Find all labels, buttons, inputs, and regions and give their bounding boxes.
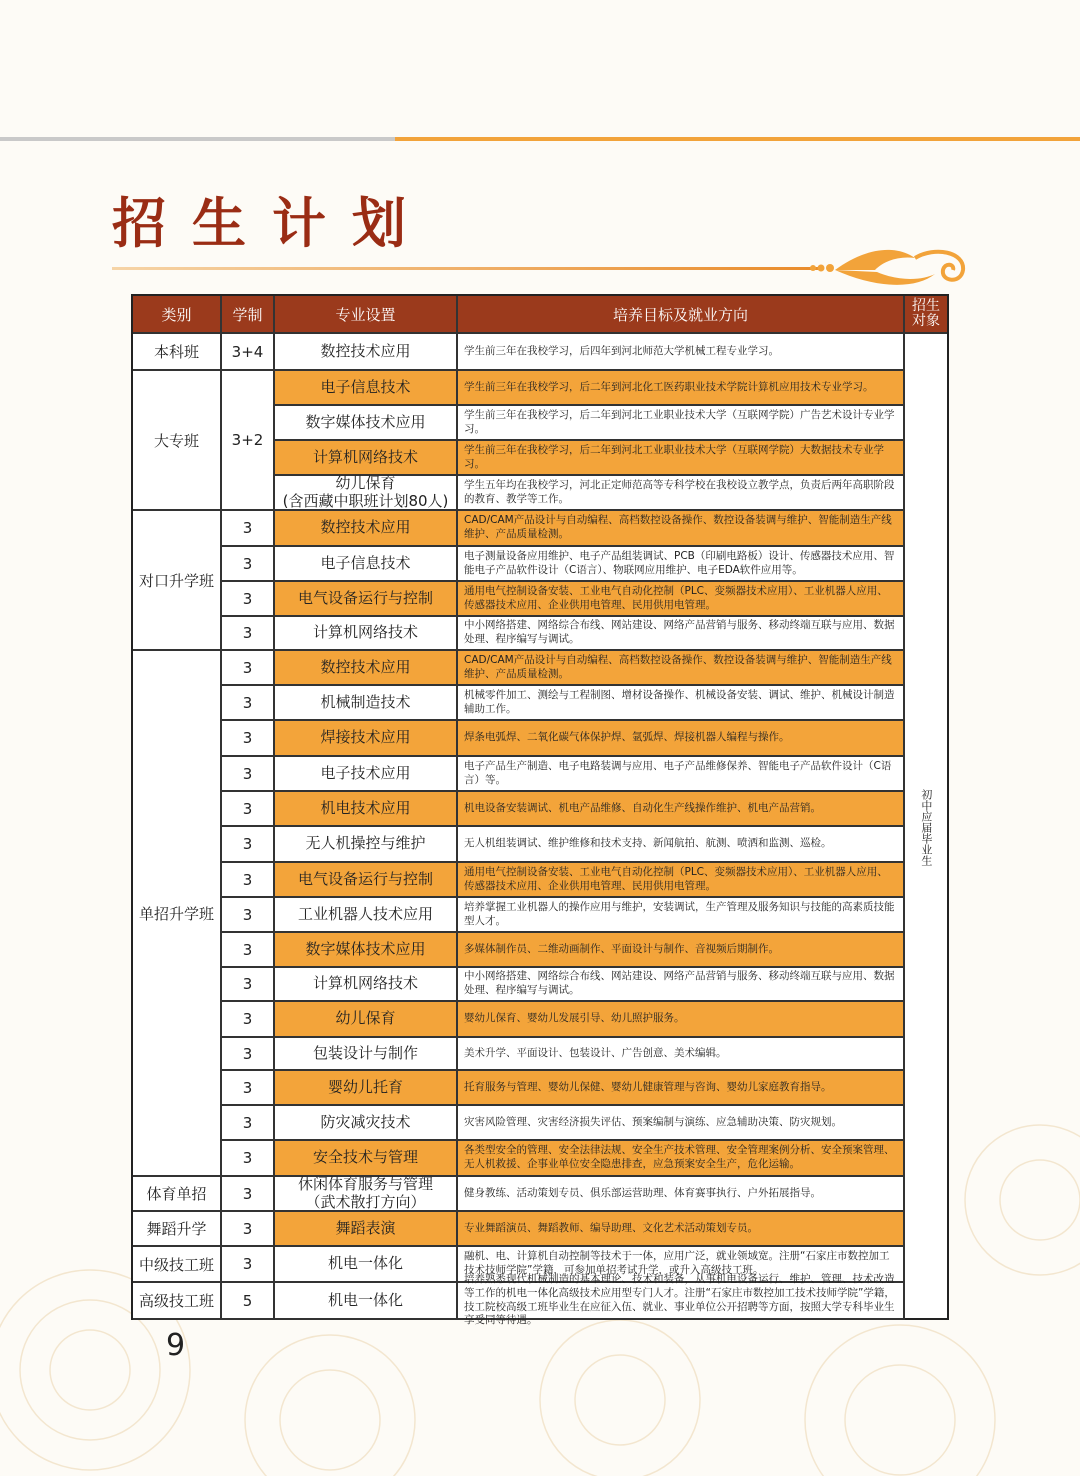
goal-cell-text: 培养熟悉现代机械制造的基本理论、技术和装备，从事机电设备运行、维护、管理、技术改造等工作的机电一体化高级技术应用型专门人才。注册“石家庄市数控加工技术技师学院”学籍，技工院校高级工班毕业生在应征入伍、就业、事业单位公开招聘等方面，按照大学专科毕业生享受同等待遇。 xyxy=(464,1273,895,1327)
years-cell xyxy=(222,968,275,1002)
years-cell-text: 3 xyxy=(242,1010,253,1028)
years-cell xyxy=(222,1247,275,1283)
major-cell xyxy=(275,511,458,547)
major-cell xyxy=(275,757,458,792)
goal-cell xyxy=(458,757,905,792)
major-cell-text: 数控技术应用 xyxy=(320,657,411,676)
goal-cell xyxy=(458,1212,905,1247)
years-cell-text: 3 xyxy=(242,589,253,608)
goal-cell-text: 婴幼儿保育、婴幼儿发展引导、幼儿照护服务。 xyxy=(464,1012,685,1025)
years-cell-text: 5 xyxy=(242,1291,253,1310)
header-goal-text: 培养目标及就业方向 xyxy=(612,305,748,324)
years-cell-text: 3 xyxy=(242,1184,253,1203)
major-cell-text: 数控技术应用 xyxy=(320,341,411,360)
header-major-text: 专业设置 xyxy=(335,305,396,324)
major-cell xyxy=(275,1002,458,1038)
goal-cell-text: 学生前三年在我校学习，后二年到河北化工医药职业技术学院计算机应用技术专业学习。 xyxy=(464,380,874,393)
years-cell-text: 3+2 xyxy=(231,431,264,449)
major-cell-text: 舞蹈表演 xyxy=(335,1218,396,1237)
goal-cell-text: 通用电气控制设备安装、工业电气自动化控制（PLC、变频器技术应用）、工业机器人应用、传感器技术应用、企业供用电管理、民用供用电管理。 xyxy=(464,865,888,892)
goal-cell-text: 电子产品生产制造、电子电路装调与应用、电子产品维修保养、智能电子产品软件设计（C语言）等。 xyxy=(464,759,892,786)
goal-cell xyxy=(458,371,905,406)
category-cell-text: 高级技工班 xyxy=(138,1292,214,1310)
goal-cell-text: 中小网络搭建、网络综合布线、网站建设、网络产品营销与服务、移动终端互联与应用、数据处理、程序编写与调试。 xyxy=(464,619,895,645)
years-cell xyxy=(222,334,275,371)
goal-cell xyxy=(458,476,905,511)
goal-cell xyxy=(458,1071,905,1106)
goal-cell xyxy=(458,863,905,898)
header-target-text: 招生对象 xyxy=(912,297,940,329)
goal-cell-text: 美术升学、平面设计、包装设计、广告创意、美术编辑。 xyxy=(464,1046,727,1059)
goal-cell-text: 托育服务与管理、婴幼儿保健、婴幼儿健康管理与咨询、婴幼儿家庭教育指导。 xyxy=(464,1080,832,1093)
years-cell-text: 3 xyxy=(242,1078,253,1097)
goal-cell-text: 学生前三年在我校学习，后二年到河北工业职业技术大学（互联网学院）广告艺术设计专业学习。 xyxy=(464,408,895,435)
scroll-ornament-icon xyxy=(805,238,975,298)
goal-cell xyxy=(458,1038,905,1071)
major-cell-text: 无人机操控与维护 xyxy=(305,834,426,853)
header-major xyxy=(275,296,458,334)
goal-cell-text: 学生前三年在我校学习，后四年到河北师范大学机械工程专业学习。 xyxy=(464,344,779,357)
page-number: 9 xyxy=(166,1328,186,1363)
goal-cell xyxy=(458,1002,905,1038)
header-years-text: 学制 xyxy=(232,305,263,324)
major-cell-text: 计算机网络技术 xyxy=(312,974,418,993)
major-cell xyxy=(275,334,458,371)
target-cell xyxy=(905,334,947,1320)
goal-cell xyxy=(458,1273,905,1327)
major-cell-text: 机电一体化 xyxy=(327,1254,403,1273)
major-cell xyxy=(275,1071,458,1106)
category-cell xyxy=(133,1247,222,1283)
major-cell xyxy=(275,1106,458,1141)
major-cell xyxy=(275,1247,458,1283)
category-cell-text: 体育单招 xyxy=(146,1185,207,1203)
major-cell xyxy=(275,1038,458,1071)
years-cell-text: 3 xyxy=(242,1219,253,1238)
goal-cell-text: 机械零件加工、测绘与工程制图、增材设备操作、机械设备安装、调试、维护、机械设计制造辅助工作。 xyxy=(464,688,895,715)
goal-cell-text: 各类型安全的管理、安全法律法规、安全生产技术管理、安全管理案例分析、安全预案管理、无人机救援、企事业单位安全隐患排查，应急预案安全生产，危化运输。 xyxy=(464,1144,895,1170)
goal-cell-text: 电子测量设备应用维护、电子产品组装调试、PCB（印刷电路板）设计、传感器技术应用、智能电子产品软件设计（C语言）、物联网应用维护、电子EDA软件应用等。 xyxy=(464,549,895,576)
goal-cell-text: 多媒体制作员、二维动画制作、平面设计与制作、音视频后期制作。 xyxy=(464,942,779,955)
title-underline xyxy=(112,267,822,270)
goal-cell-text: 学生前三年在我校学习，后二年到河北工业职业技术大学（互联网学院）大数据技术专业学习。 xyxy=(464,443,884,470)
years-cell-text: 3 xyxy=(242,799,253,818)
major-cell-text: 婴幼儿托育 xyxy=(327,1077,403,1096)
major-cell xyxy=(275,1283,458,1320)
top-divider-orange xyxy=(395,137,1080,141)
years-cell-text: 3 xyxy=(242,975,253,993)
category-cell xyxy=(133,371,222,511)
goal-cell-text: 学生五年均在我校学习，河北正定师范高等专科学校在我校设立教学点，负责后两年高职阶段的教育、教学等工作。 xyxy=(464,478,895,505)
major-cell-text: 休闲体育服务与管理 （武术散打方向） xyxy=(297,1175,433,1211)
major-cell xyxy=(275,686,458,721)
years-cell-text: 3 xyxy=(242,835,253,853)
major-cell-text: 工业机器人技术应用 xyxy=(297,904,433,923)
category-cell xyxy=(133,1283,222,1320)
years-cell xyxy=(222,1106,275,1141)
major-cell-text: 电子技术应用 xyxy=(320,763,411,782)
years-cell xyxy=(222,1002,275,1038)
years-cell-text: 3 xyxy=(242,658,253,677)
years-cell xyxy=(222,757,275,792)
goal-cell-text: 机电设备安装调试、机电产品维修、自动化生产线操作维护、机电产品营销。 xyxy=(464,801,821,814)
header-goal xyxy=(458,296,905,334)
goal-cell xyxy=(458,933,905,968)
goal-cell xyxy=(458,651,905,686)
major-cell xyxy=(275,406,458,441)
header-target xyxy=(905,296,947,334)
goal-cell xyxy=(458,1141,905,1177)
major-cell xyxy=(275,547,458,582)
category-cell xyxy=(133,651,222,1177)
major-cell xyxy=(275,792,458,827)
years-cell xyxy=(222,898,275,933)
goal-cell-text: 融机、电、计算机自动控制等技术于一体，应用广泛，就业领域宽。注册“石家庄市数控加工技术技师学院”学籍，可参加单招考试升学，或升入高级技工班。 xyxy=(464,1250,890,1276)
years-cell xyxy=(222,933,275,968)
major-cell xyxy=(275,898,458,933)
goal-cell-text: 健身教练、活动策划专员、俱乐部运营助理、体育赛事执行、户外拓展指导。 xyxy=(464,1186,821,1199)
major-cell-text: 包装设计与制作 xyxy=(312,1043,418,1062)
major-cell xyxy=(275,827,458,863)
major-cell xyxy=(275,721,458,757)
goal-cell-text: 通用电气控制设备安装、工业电气自动化控制（PLC、变频器技术应用）、工业机器人应用、传感器技术应用、企业供用电管理、民用供用电管理。 xyxy=(464,584,888,611)
major-cell xyxy=(275,441,458,476)
page-title: 招生计划 xyxy=(112,191,432,255)
years-cell xyxy=(222,1283,275,1320)
major-cell xyxy=(275,933,458,968)
major-cell-text: 电子信息技术 xyxy=(320,377,411,396)
years-cell-text: 3 xyxy=(242,554,253,573)
major-cell-text: 防灾减灾技术 xyxy=(320,1112,411,1131)
years-cell-text: 3 xyxy=(242,870,253,889)
goal-cell xyxy=(458,686,905,721)
top-divider-gray xyxy=(0,137,395,141)
years-cell-text: 3 xyxy=(242,1149,253,1167)
goal-cell-text: 中小网络搭建、网络综合布线、网站建设、网络产品营销与服务、移动终端互联与应用、数据处理、程序编写与调试。 xyxy=(464,970,895,996)
goal-cell-text: CAD/CAM产品设计与自动编程、高档数控设备操作、数控设备装调与维护、智能制造生产线维护、产品质量检测。 xyxy=(464,514,892,540)
header-years xyxy=(222,296,275,334)
goal-cell xyxy=(458,547,905,582)
years-cell xyxy=(222,863,275,898)
years-cell-text: 3 xyxy=(242,693,253,712)
goal-cell xyxy=(458,968,905,1002)
goal-cell-text: CAD/CAM产品设计与自动编程、高档数控设备操作、数控设备装调与维护、智能制造生产线维护、产品质量检测。 xyxy=(464,653,892,680)
goal-cell-text: 无人机组装调试、维护维修和技术支持、新闻航拍、航测、喷洒和监测、巡检。 xyxy=(464,837,832,850)
years-cell xyxy=(222,582,275,617)
major-cell-text: 机电一体化 xyxy=(327,1290,403,1309)
years-cell xyxy=(222,1071,275,1106)
years-cell xyxy=(222,686,275,721)
category-cell-text: 中级技工班 xyxy=(138,1255,214,1274)
goal-cell xyxy=(458,511,905,547)
major-cell-text: 电气设备运行与控制 xyxy=(297,588,433,607)
goal-cell xyxy=(458,406,905,441)
category-cell xyxy=(133,334,222,371)
major-cell-text: 计算机网络技术 xyxy=(312,623,418,642)
years-cell-text: 3 xyxy=(242,905,253,924)
goal-cell-text: 培养掌握工业机器人的操作应用与维护，安装调试，生产管理及服务知识与技能的高素质技能型人才。 xyxy=(464,900,895,927)
major-cell-text: 机电技术应用 xyxy=(320,798,411,817)
goal-cell xyxy=(458,1106,905,1141)
major-cell-text: 机械制造技术 xyxy=(320,692,411,711)
category-cell-text: 单招升学班 xyxy=(138,904,214,923)
years-cell xyxy=(222,1141,275,1177)
header-category-text: 类别 xyxy=(161,305,192,324)
major-cell xyxy=(275,617,458,651)
years-cell xyxy=(222,1177,275,1212)
goal-cell xyxy=(458,582,905,617)
years-cell-text: 3 xyxy=(242,624,253,642)
major-cell-text: 安全技术与管理 xyxy=(312,1148,418,1167)
goal-cell xyxy=(458,1177,905,1212)
years-cell xyxy=(222,617,275,651)
enrollment-table xyxy=(131,294,949,1327)
years-cell xyxy=(222,547,275,582)
years-cell-text: 3 xyxy=(242,519,253,537)
major-cell xyxy=(275,476,458,511)
years-cell xyxy=(222,651,275,686)
goal-cell-text: 专业舞蹈演员、舞蹈教师、编导助理、文化艺术活动策划专员。 xyxy=(464,1221,758,1234)
years-cell-text: 3 xyxy=(242,1255,253,1273)
major-cell xyxy=(275,1212,458,1247)
years-cell-text: 3 xyxy=(242,1044,253,1063)
major-cell xyxy=(275,968,458,1002)
goal-cell xyxy=(458,617,905,651)
category-cell xyxy=(133,1212,222,1247)
years-cell-text: 3 xyxy=(242,1113,253,1132)
major-cell xyxy=(275,371,458,406)
major-cell-text: 幼儿保育 xyxy=(335,1009,396,1028)
years-cell xyxy=(222,1212,275,1247)
category-cell-text: 对口升学班 xyxy=(138,571,214,590)
category-cell-text: 大专班 xyxy=(153,431,199,450)
major-cell xyxy=(275,1177,458,1212)
years-cell-text: 3+4 xyxy=(231,342,264,361)
goal-cell-text: 焊条电弧焊、二氧化碳气体保护焊、氩弧焊、焊接机器人编程与操作。 xyxy=(464,731,790,744)
years-cell xyxy=(222,511,275,547)
goal-cell xyxy=(458,898,905,933)
major-cell-text: 焊接技术应用 xyxy=(320,728,411,747)
years-cell xyxy=(222,792,275,827)
major-cell-text: 电子信息技术 xyxy=(320,553,411,572)
header-category xyxy=(133,296,222,334)
years-cell-text: 3 xyxy=(242,729,253,747)
major-cell xyxy=(275,1141,458,1177)
major-cell xyxy=(275,863,458,898)
category-cell xyxy=(133,1177,222,1212)
goal-cell-text: 灾害风险管理、灾害经济损失评估、预案编制与演练、应急辅助决策、防灾规划。 xyxy=(464,1115,842,1128)
years-cell xyxy=(222,371,275,511)
major-cell-text: 数字媒体技术应用 xyxy=(305,939,426,958)
category-cell-text: 本科班 xyxy=(153,343,199,361)
major-cell-text: 数控技术应用 xyxy=(320,518,411,537)
major-cell-text: 电气设备运行与控制 xyxy=(297,869,433,888)
category-cell xyxy=(133,511,222,651)
years-cell xyxy=(222,721,275,757)
goal-cell xyxy=(458,721,905,757)
category-cell-text: 舞蹈升学 xyxy=(146,1220,207,1238)
goal-cell xyxy=(458,827,905,863)
goal-cell xyxy=(458,792,905,827)
goal-cell xyxy=(458,441,905,476)
goal-cell xyxy=(458,334,905,371)
major-cell-text: 数字媒体技术应用 xyxy=(305,412,426,431)
years-cell xyxy=(222,1038,275,1071)
major-cell xyxy=(275,651,458,686)
years-cell xyxy=(222,827,275,863)
years-cell-text: 3 xyxy=(242,764,253,783)
major-cell xyxy=(275,582,458,617)
major-cell-text: 幼儿保育 (含西藏中职班计划80人) xyxy=(282,474,449,510)
major-cell-text: 计算机网络技术 xyxy=(312,447,418,466)
target-cell-text: 初中应届毕业生 xyxy=(919,788,933,866)
years-cell-text: 3 xyxy=(242,940,253,959)
